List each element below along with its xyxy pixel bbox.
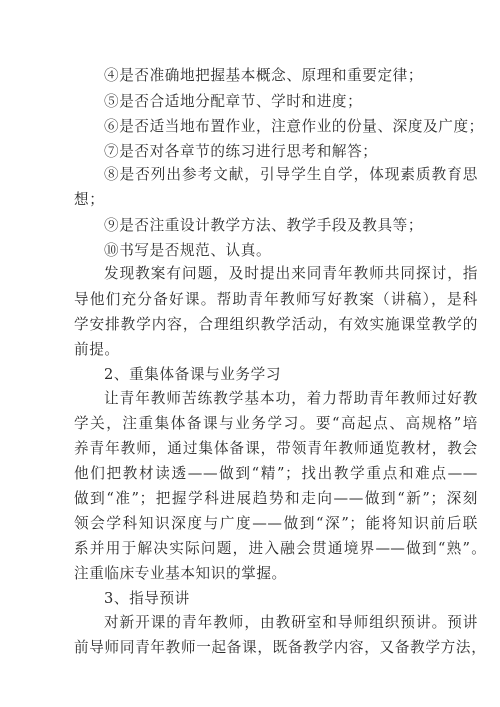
section-heading-2: 2、重集体备课与业务学习: [104, 366, 282, 383]
paragraph-line: 对新开课的青年教师，由教研室和导师组织预讲。预讲: [104, 614, 478, 631]
list-item-4: ④是否准确地把握基本概念、原理和重要定律；: [104, 67, 424, 84]
list-item-9: ⑨是否注重设计教学方法、教学手段及教具等；: [104, 217, 424, 234]
list-item-6: ⑥是否适当地布置作业，注意作业的份量、深度及广度；: [104, 118, 484, 135]
paragraph-line: 做到“准”；把握学科进展趋势和走向——做到“新”；深刻: [74, 490, 478, 507]
paragraph-line: 养青年教师，通过集体备课，带领青年教师通览教材，教会: [74, 440, 478, 457]
paragraph-line: 让青年教师苦练教学基本功，着力帮助青年教师过好教: [104, 390, 478, 407]
paragraph-line: 注重临床专业基本知识的掌握。: [74, 565, 287, 582]
list-item-5: ⑤是否合适地分配章节、学时和进度；: [104, 93, 363, 110]
list-item-10: ⑩书写是否规范、认真。: [104, 242, 272, 259]
list-item-8-continued: 想；: [74, 191, 105, 208]
paragraph-line: 他们把教材读透——做到“精”；找出教学重点和难点——: [74, 465, 478, 482]
paragraph-line: 系并用于解决实际问题，进入融会贯通境界——做到“熟”。: [74, 540, 486, 557]
paragraph-line: 学安排教学内容，合理组织教学活动，有效实施课堂教学的: [74, 316, 478, 333]
paragraph-line: 学关，注重集体备课与业务学习。要“高起点、高规格”培: [74, 415, 478, 432]
paragraph-line: 发现教案有问题，及时提出来同青年教师共同探讨，指: [104, 265, 478, 282]
paragraph-line: 导他们充分备好课。帮助青年教师写好教案（讲稿），是科: [74, 291, 478, 308]
paragraph-line: 前提。: [74, 341, 120, 358]
paragraph-line: 领会学科知识深度与广度——做到“深”；能将知识前后联: [74, 515, 478, 532]
list-item-8: ⑧是否列出参考文献，引导学生自学，体现素质教育思: [104, 166, 478, 183]
paragraph-line: 前导师同青年教师一起备课，既备教学内容，又备教学方法，: [74, 639, 486, 656]
section-heading-3: 3、指导预讲: [104, 590, 190, 607]
list-item-7: ⑦是否对各章节的练习进行思考和解答；: [104, 143, 378, 160]
